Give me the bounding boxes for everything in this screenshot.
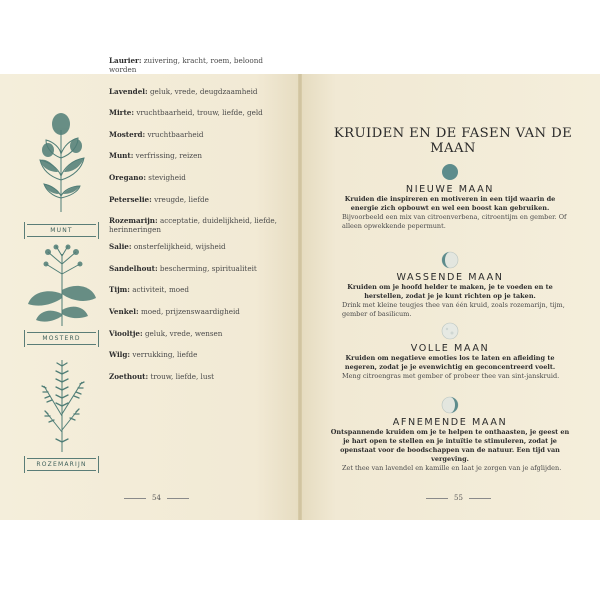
herb-entry: Venkel: moed, prijzenswaardigheid <box>109 306 240 316</box>
herb-entry: Tijm: activiteit, moed <box>109 285 189 295</box>
phase-bold-text: Ontspannende kruiden om je te helpen te onthaasten, je geest en je hart open te stellen en je intuïtie te stimuleren, zodat je openstaat voor de boodschappen van de natuur. Een tijd van vergeving. <box>330 428 570 463</box>
herb-entry: Peterselie: vreugde, liefde <box>109 194 209 204</box>
plant-label-mosterd: MOSTERD <box>27 332 96 345</box>
mustard-plant-icon <box>26 244 98 328</box>
phase-title: WASSENDE MAAN <box>396 272 504 283</box>
herb-entry: Munt: verfrissing, reizen <box>109 151 202 161</box>
phase-body-text: Zet thee van lavendel en kamille en laat je zorgen van je afglijden. <box>342 464 562 472</box>
waxing-moon-icon <box>441 251 459 269</box>
herb-entry: Salie: onsterfelijkheid, wijsheid <box>109 242 226 252</box>
page-number-right <box>420 494 497 502</box>
plant-label-rozemarijn: ROZEMARIJN <box>27 458 96 471</box>
phase-body-text: Meng citroengras met gember of probeer thee van sint-janskruid. <box>342 372 560 380</box>
mint-plant-icon <box>28 110 94 214</box>
herb-entry: Zoethout: trouw, liefde, lust <box>109 371 215 381</box>
herb-entry: Viooltje: geluk, vrede, wensen <box>109 328 223 338</box>
waning-moon-icon <box>441 396 459 414</box>
phase-title: AFNEMENDE MAAN <box>392 417 508 428</box>
book-gutter <box>298 74 302 520</box>
rosemary-plant-icon <box>30 356 94 454</box>
phase-title: NIEUWE MAAN <box>405 184 495 195</box>
phase-waxing-moon <box>330 251 570 319</box>
herb-entry: Mirte: vruchtbaarheid, trouw, liefde, geld <box>109 108 263 118</box>
herb-entry: Wilg: verrukking, liefde <box>109 350 198 360</box>
page-number-right-value: 55 <box>454 494 463 502</box>
herb-entry: Rozemarijn: acceptatie, duidelijkheid, liefde, herinneringen <box>109 216 277 235</box>
phase-waning-moon <box>330 396 570 473</box>
herb-entry: Sandelhout: bescherming, spiritualiteit <box>109 263 257 273</box>
phase-bold-text: Kruiden om je hoofd helder te maken, je te voeden en te herstellen, zodat je je kunt richten op je taken. <box>347 283 553 300</box>
herb-entry: Oregano: stevigheid <box>109 172 186 182</box>
herb-entry: Lavendel: geluk, vrede, deugdzaamheid <box>109 86 258 96</box>
phase-bold-text: Kruiden die inspireren en motiveren in een tijd waarin de energie zich opbouwt en wel een boost kan gebruiken. <box>344 195 556 212</box>
new-moon-icon <box>441 163 459 181</box>
phase-bold-text: Kruiden om negatieve emoties los te laten en afleiding te negeren, zodat je je evenwichtig en geconcentreerd voelt. <box>344 354 556 371</box>
plant-label-munt: MUNT <box>27 224 96 237</box>
page-number-left-value: 54 <box>152 494 161 502</box>
phase-body-text: Drink met kleine teugjes thee van één kruid, zoals rozemarijn, tijm, gember of basilicum. <box>342 301 565 318</box>
phase-full-moon <box>330 322 570 381</box>
herb-entry: Mosterd: vruchtbaarheid <box>109 129 204 139</box>
page-number-left <box>118 494 195 502</box>
full-moon-icon <box>441 322 459 340</box>
herb-meanings-list <box>109 56 289 393</box>
page-title: KRUIDEN EN DE FASEN VAN DE MAAN <box>333 126 573 156</box>
phase-new-moon <box>330 163 570 231</box>
herb-entry: Laurier: zuivering, kracht, roem, beloond worden <box>109 56 263 74</box>
phase-title: VOLLE MAAN <box>410 343 490 354</box>
phase-body-text: Bijvoorbeeld een mix van citroenverbena, citroentijm en gember. Of alleen opwekkende pepermunt. <box>342 213 567 230</box>
